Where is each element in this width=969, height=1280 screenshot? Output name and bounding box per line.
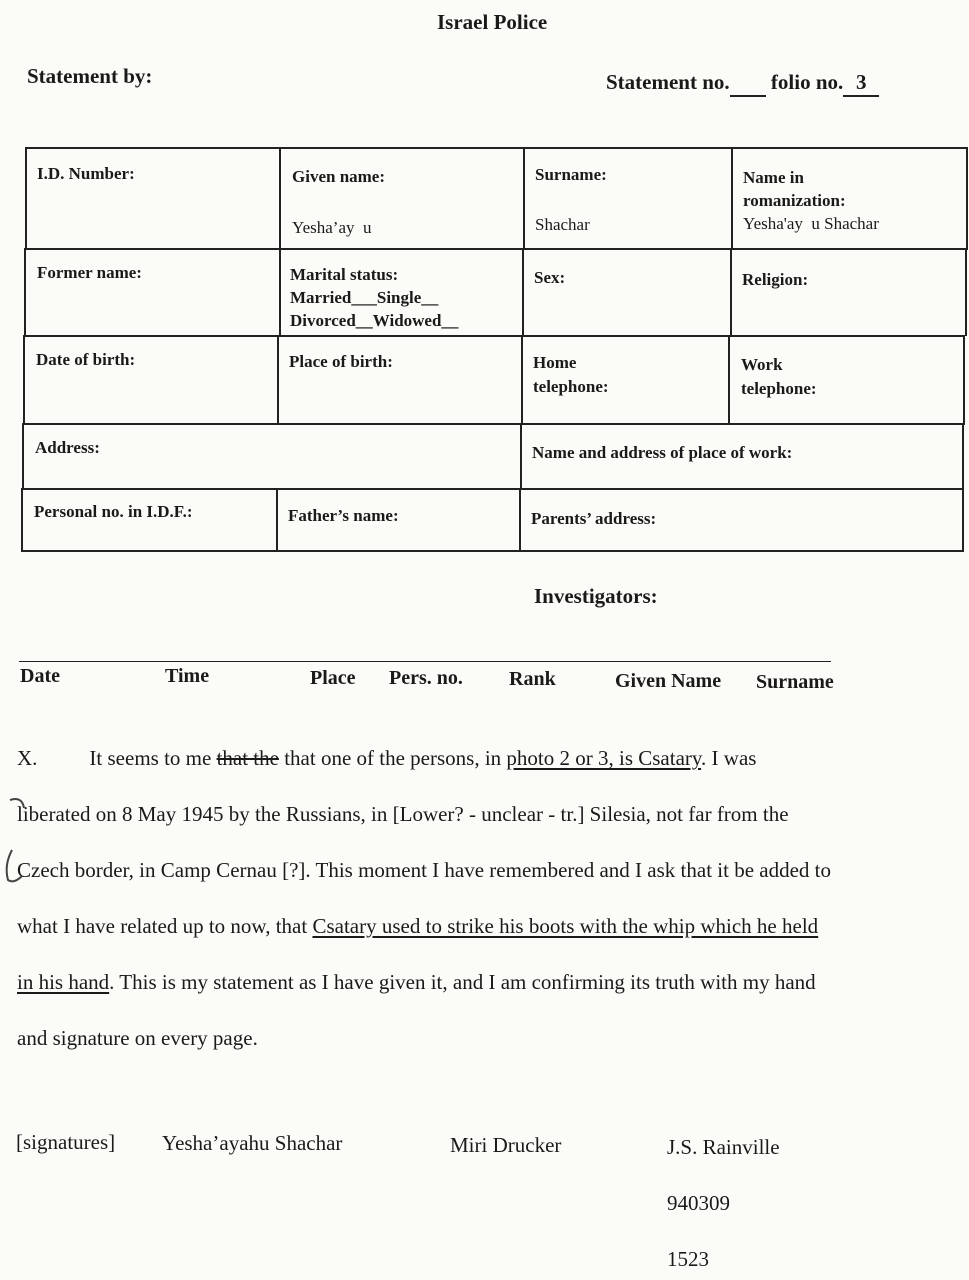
reference-number-2: 1523 xyxy=(667,1247,709,1271)
underlined-text: photo 2 or 3, is Csatary xyxy=(506,746,702,770)
statement-number-line xyxy=(606,70,879,97)
col-place: Place xyxy=(310,667,356,689)
struck-text: that the xyxy=(216,746,279,770)
marital-options-line1: Married___Single__ xyxy=(290,288,439,307)
underlined-text: Csatary used to strike his boots with the whip which he held xyxy=(312,914,819,938)
signatory-rainville: J.S. Rainville xyxy=(667,1135,780,1159)
col-rank: Rank xyxy=(509,668,556,690)
statement-no-blank xyxy=(730,70,766,97)
given-name-value: Yesha’ay u xyxy=(292,218,372,237)
date-of-birth-label: Date of birth: xyxy=(36,350,136,369)
signatory-shachar: Yesha’ayahu Shachar xyxy=(162,1131,343,1155)
statement-no-label: Statement no. xyxy=(606,70,730,94)
col-surname: Surname xyxy=(756,671,834,693)
statement-line-3: Czech border, in Camp Cernau [?]. This moment I have remembered and I ask that it be added to xyxy=(17,858,831,882)
page-title: Israel Police xyxy=(437,10,548,34)
statement-by-label: Statement by: xyxy=(27,64,153,88)
home-telephone-label-line2: telephone: xyxy=(533,377,609,396)
statement-line-6: and signature on every page. xyxy=(17,1026,258,1050)
margin-pen-mark xyxy=(0,790,40,890)
statement-line-5: in his hand. This is my statement as I have given it, and I am confirming its truth with my hand xyxy=(17,970,816,994)
statement-line-1: X. It seems to me that the that one of the persons, in photo 2 or 3, is Csatary. I was xyxy=(17,746,757,770)
romanization-value: Yesha'ay u Shachar xyxy=(743,214,879,233)
sex-label: Sex: xyxy=(534,268,566,287)
col-date: Date xyxy=(20,665,60,687)
marital-options-line2: Divorced__Widowed__ xyxy=(290,311,459,330)
underlined-text: in his hand xyxy=(17,970,110,994)
statement-line-2: liberated on 8 May 1945 by the Russians, in [Lower? - unclear - tr.] Silesia, not far from the xyxy=(17,802,789,826)
work-telephone-label-line2: telephone: xyxy=(741,379,817,398)
parents-address-label: Parents’ address: xyxy=(531,509,657,528)
romanization-label-line2: romanization: xyxy=(743,191,846,210)
reference-number-1: 940309 xyxy=(667,1191,730,1215)
col-given-name: Given Name xyxy=(615,670,722,692)
folio-value: 3 xyxy=(843,70,879,97)
col-pers-no: Pers. no. xyxy=(389,667,463,689)
id-number-label: I.D. Number: xyxy=(37,164,135,183)
marital-status-label: Marital status: xyxy=(290,265,399,284)
romanization-label-line1: Name in xyxy=(743,168,804,187)
workplace-label: Name and address of place of work: xyxy=(532,443,793,462)
folio-label: folio no. xyxy=(770,70,844,94)
father-name-label: Father’s name: xyxy=(288,506,399,525)
former-name-label: Former name: xyxy=(37,263,142,282)
investigators-rule xyxy=(19,661,831,662)
place-of-birth-label: Place of birth: xyxy=(289,352,393,371)
investigators-heading: Investigators: xyxy=(534,584,658,608)
col-time: Time xyxy=(165,665,210,687)
religion-label: Religion: xyxy=(742,270,809,289)
address-label: Address: xyxy=(35,438,100,457)
given-name-label: Given name: xyxy=(292,167,386,186)
work-telephone-label-line1: Work xyxy=(741,355,783,374)
signatory-drucker: Miri Drucker xyxy=(450,1133,562,1157)
personal-number-label: Personal no. in I.D.F.: xyxy=(34,502,193,521)
home-telephone-label-line1: Home xyxy=(533,353,577,372)
surname-label: Surname: xyxy=(535,165,607,184)
statement-line-4: what I have related up to now, that Csatary used to strike his boots with the whip which he held xyxy=(17,914,819,938)
signatures-label: [signatures] xyxy=(16,1130,116,1154)
surname-value: Shachar xyxy=(535,215,590,234)
